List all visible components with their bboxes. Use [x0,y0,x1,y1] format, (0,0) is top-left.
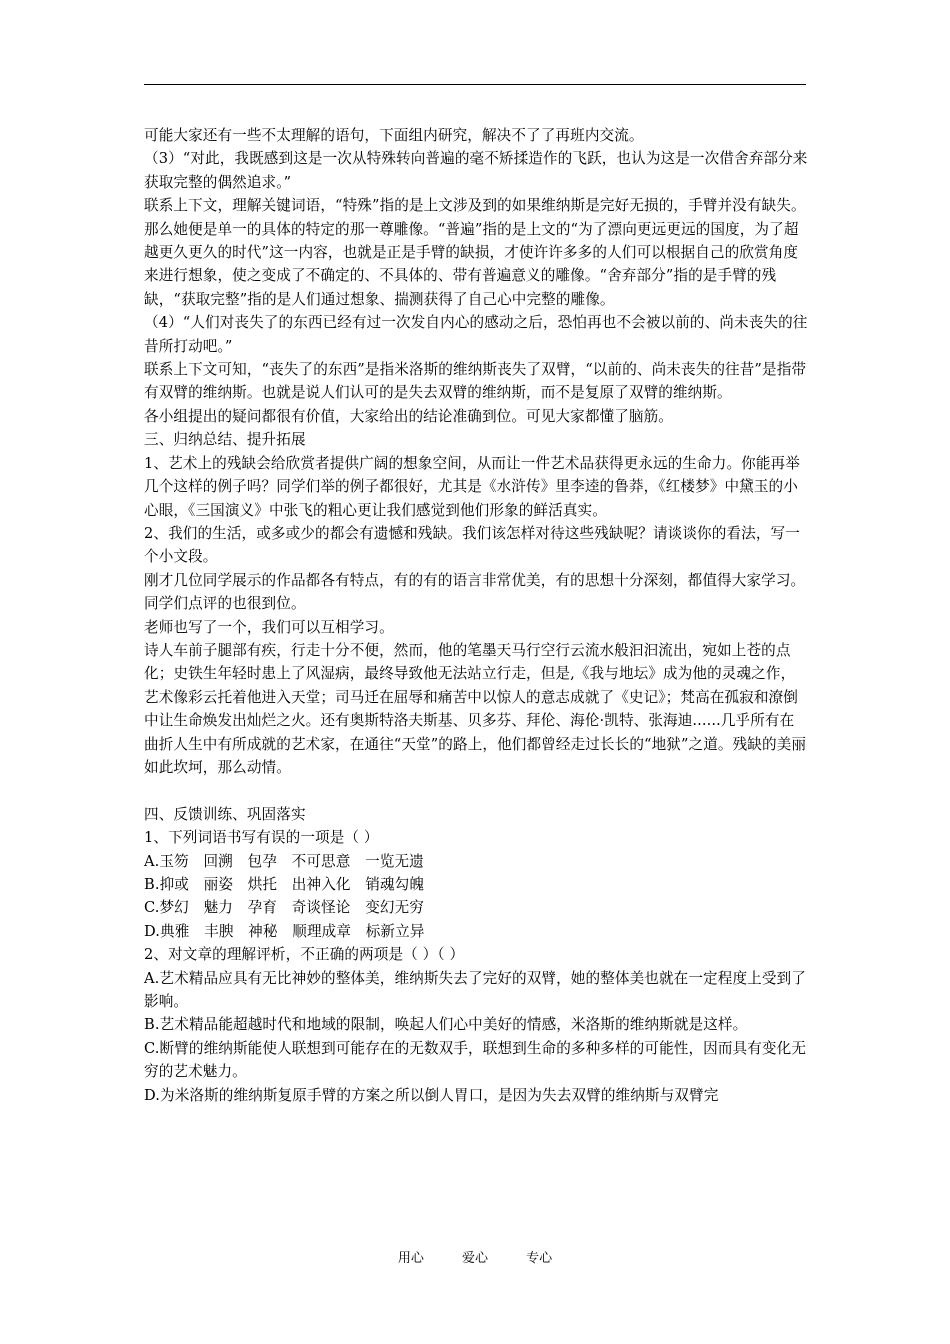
paragraph: 2、我们的生活，或多或少的都会有遗憾和残缺。我们该怎样对待这些残缺呢？请谈谈你的看法，写一个小文段。 [144,524,800,566]
paragraph: 可能大家还有一些不太理解的语句，下面组内研究，解决不了了再班内交流。 [144,127,644,144]
header-rule [144,84,806,85]
paragraph: 1、艺术上的残缺会给欣赏者提供广阔的想象空间，从而让一件艺术品获得更永远的生命力。你能再举几个这样的例子吗？同学们举的例子都很好，尤其是《水浒传》里李逵的鲁莽，《红楼梦》中黛玉的小心眼，《三国演义》中张飞的粗心更让我们感觉到他们形象的鲜活真实。 [144,454,800,519]
paragraph: 联系上下文可知，“丧失了的东西”是指米洛斯的维纳斯丧失了双臂，“以前的、尚未丧失的往昔”是指带有双臂的维纳斯。也就是说人们认可的是失去双臂的维纳斯，而不是复原了双臂的维纳斯。 [144,361,807,402]
option: C.梦幻 魅力 孕育 奇谈怪论 变幻无穷 [144,899,424,917]
page-footer [0,1250,950,1268]
paragraph: 老师也写了一个，我们可以互相学习。 [144,618,394,636]
option: B.抑或 丽姿 烘托 出神入化 销魂勾魄 [144,875,425,893]
paragraph: （3）“对此，我既感到这是一次从特殊转向普遍的毫不矫揉造作的飞跃，也认为这是一次借舍弃部分来获取完整的偶然追求。” [144,150,808,191]
option: C.断臂的维纳斯能使人联想到可能存在的无数双手，联想到生命的多种多样的可能性，因而具有变化无穷的艺术魅力。 [144,1039,807,1081]
paragraph: 各小组提出的疑问都很有价值，大家给出的结论准确到位。可见大家都懂了脑筋。 [144,407,673,425]
paragraph: 刚才几位同学展示的作品都各有特点，有的有的语言非常优美，有的思想十分深刻，都值得大家学习。同学们点评的也很到位。 [144,571,806,613]
question: 1、下列词语书写有误的一项是（ ） [144,829,379,847]
option: B.艺术精品能超越时代和地域的限制，唤起人们心中美好的情感，米洛斯的维纳斯就是这样。 [144,1016,748,1034]
option: D.为米洛斯的维纳斯复原手臂的方案之所以倒人胃口，是因为失去双臂的维纳斯与双臂完 [144,1086,719,1104]
section-heading: 四、反馈训练、巩固落实 [144,805,306,823]
blank-line [144,779,808,802]
option: A.玉笏 回溯 包孕 不可思意 一览无遗 [144,852,424,870]
section-heading: 三、归纳总结、提升拓展 [144,431,306,449]
paragraph: 联系上下文，理解关键词语，“特殊”指的是上文涉及到的如果维纳斯是完好无损的，手臂并没有缺失。那么她便是单一的具体的特定的那一尊雕像。“普遍”指的是上文的“为了漂向更远更远的国度，为了超越更久更久的时代”这一内容，也就是正是手臂的缺损，才使许许多多的人们可以根据自己的欣赏角度来进行想象，使之变成了不确定的、不具体的、带有普遍意义的雕像。“舍弃部分”指的是手臂的残缺，“获取完整”指的是人们通过想象、揣测获得了自己心中完整的雕像。 [144,197,806,308]
paragraph: 诗人车前子腿部有疾，行走十分不便，然而，他的笔墨天马行空行云流水般汩汩流出，宛如上苍的点化；史铁生年轻时患上了风湿病，最终导致他无法站立行走，但是,《我与地坛》成为他的灵魂之作，艺术像彩云托着他进入天堂；司马迁在屈辱和痛苦中以惊人的意志成就了《史记》；梵高在孤寂和潦倒中让生命焕发出灿烂之火。还有奥斯特洛夫斯基、贝多芬、拜伦、海伦·凯特、张海迪......几乎所有在曲折人生中有所成就的艺术家，在通往“天堂”的路上，他们都曾经走过长长的“地狱”之道。残缺的美丽如此坎坷，那么动情。 [144,641,807,776]
document-body [144,124,808,1107]
footer-item: 专心 [526,1251,553,1266]
question: 2、对文章的理解评析，不正确的两项是（ ）（ ） [144,946,465,964]
paragraph: （4）“人们对丧失了的东西已经有过一次发自内心的感动之后，恐怕再也不会被以前的、尚未丧失的往昔所打动吧。” [144,314,808,355]
footer-item: 爱心 [461,1251,488,1266]
footer-item: 用心 [397,1251,424,1266]
option: A.艺术精品应具有无比神妙的整体美，维纳斯失去了完好的双臂，她的整体美也就在一定程度上受到了影响。 [144,969,806,1011]
option: D.典雅 丰腴 神秘 顺理成章 标新立异 [144,922,425,940]
